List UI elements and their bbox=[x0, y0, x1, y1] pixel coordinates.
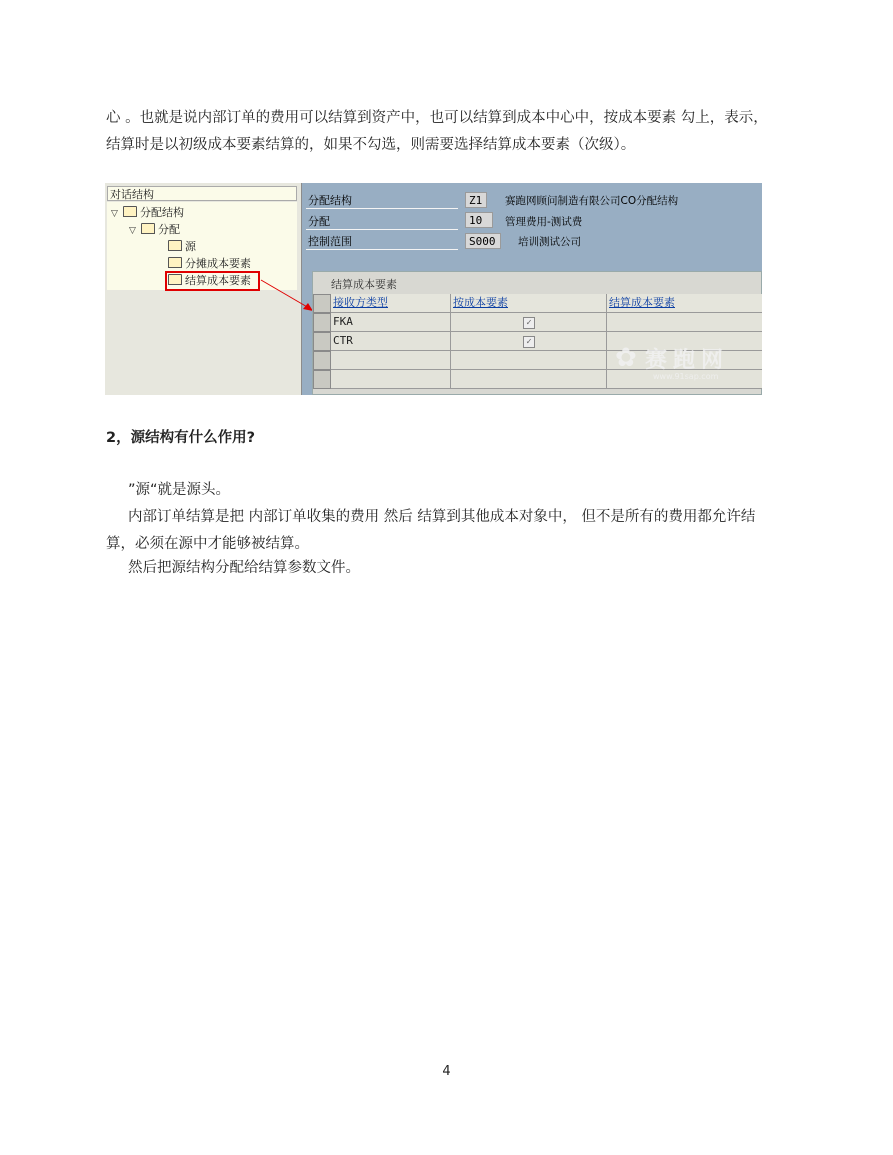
folder-icon bbox=[168, 257, 182, 268]
table-cell-empty[interactable] bbox=[331, 370, 451, 389]
table-cell-receiver[interactable]: CTR bbox=[331, 332, 451, 351]
red-arrow-icon bbox=[259, 278, 319, 318]
row-selector[interactable] bbox=[313, 351, 331, 370]
table-cell-receiver[interactable]: FKA bbox=[331, 313, 451, 332]
column-header-by-cost-element[interactable]: 按成本要素 bbox=[451, 294, 607, 313]
field-description: 管理费用-测试费 bbox=[505, 216, 583, 228]
checkbox[interactable]: ✓ bbox=[523, 317, 535, 329]
row-selector[interactable] bbox=[313, 332, 331, 351]
field-label: 分配结构 bbox=[306, 193, 458, 209]
table-cell-settle-element[interactable] bbox=[607, 313, 762, 332]
tree-item-settlement-cost-element[interactable]: 结算成本要素 bbox=[168, 273, 251, 289]
select-all-button[interactable] bbox=[313, 294, 331, 313]
row-selector[interactable] bbox=[313, 370, 331, 389]
tree-item-allocation[interactable]: ▽ 分配 bbox=[129, 222, 180, 238]
watermark-url: www.91sap.com bbox=[653, 372, 719, 381]
settlement-paragraph: 内部订单结算是把 内部订单收集的费用 然后 结算到其他成本对象中， 但不是所有的费用都允许结算，必须在源中才能够被结算。 bbox=[106, 509, 756, 552]
allocation-structure-field[interactable]: Z1 bbox=[465, 192, 487, 208]
triangle-down-icon[interactable]: ▽ bbox=[111, 209, 118, 219]
tree-item-allocation-structure[interactable]: ▽ 分配结构 bbox=[111, 205, 184, 221]
triangle-down-icon[interactable]: ▽ bbox=[129, 226, 136, 236]
field-description: 培训测试公司 bbox=[518, 236, 581, 248]
watermark-logo-icon: ✿ bbox=[615, 343, 637, 373]
tree-item-assessment-cost-element[interactable]: 分摊成本要素 bbox=[168, 256, 251, 272]
folder-icon bbox=[123, 206, 137, 217]
assignment-paragraph: 然后把源结构分配给结算参数文件。 bbox=[128, 560, 360, 576]
folder-icon bbox=[141, 223, 155, 234]
table-cell-empty[interactable] bbox=[451, 351, 607, 370]
table-cell-by-element[interactable] bbox=[451, 332, 607, 351]
section-heading: 2，源结构有什么作用? bbox=[106, 430, 255, 446]
tree-item-source[interactable]: 源 bbox=[168, 239, 196, 255]
column-header-settlement-cost-element[interactable]: 结算成本要素 bbox=[607, 294, 762, 313]
row-selector[interactable] bbox=[313, 313, 331, 332]
table-cell-empty[interactable] bbox=[451, 370, 607, 389]
controlling-area-field[interactable]: S000 bbox=[465, 233, 501, 249]
field-label: 控制范围 bbox=[306, 234, 458, 250]
table-cell-empty[interactable] bbox=[331, 351, 451, 370]
allocation-field[interactable]: 10 bbox=[465, 212, 493, 228]
tree-title: 对话结构 bbox=[107, 186, 297, 201]
panel-title: 结算成本要素 bbox=[331, 278, 397, 291]
folder-icon bbox=[168, 240, 182, 251]
sap-screenshot bbox=[105, 183, 762, 395]
field-description: 赛跑网顾问制造有限公司CO分配结构 bbox=[505, 195, 679, 207]
checkbox[interactable]: ✓ bbox=[523, 336, 535, 348]
table-cell-by-element[interactable] bbox=[451, 313, 607, 332]
page-number: 4 bbox=[442, 1064, 451, 1079]
watermark-text: 赛跑网 bbox=[645, 348, 730, 373]
column-header-receiver-type[interactable]: 接收方类型 bbox=[331, 294, 451, 313]
open-folder-icon bbox=[168, 274, 182, 285]
field-label: 分配 bbox=[306, 214, 458, 230]
intro-paragraph: 心 。也就是说内部订单的费用可以结算到资产中，也可以结算到成本中心中，按成本要素 勾上，表示，结算时是以初级成本要素结算的，如果不勾选，则需要选择结算成本要素（次级）。 bbox=[106, 110, 768, 153]
source-definition: ”源“就是源头。 bbox=[128, 482, 231, 498]
